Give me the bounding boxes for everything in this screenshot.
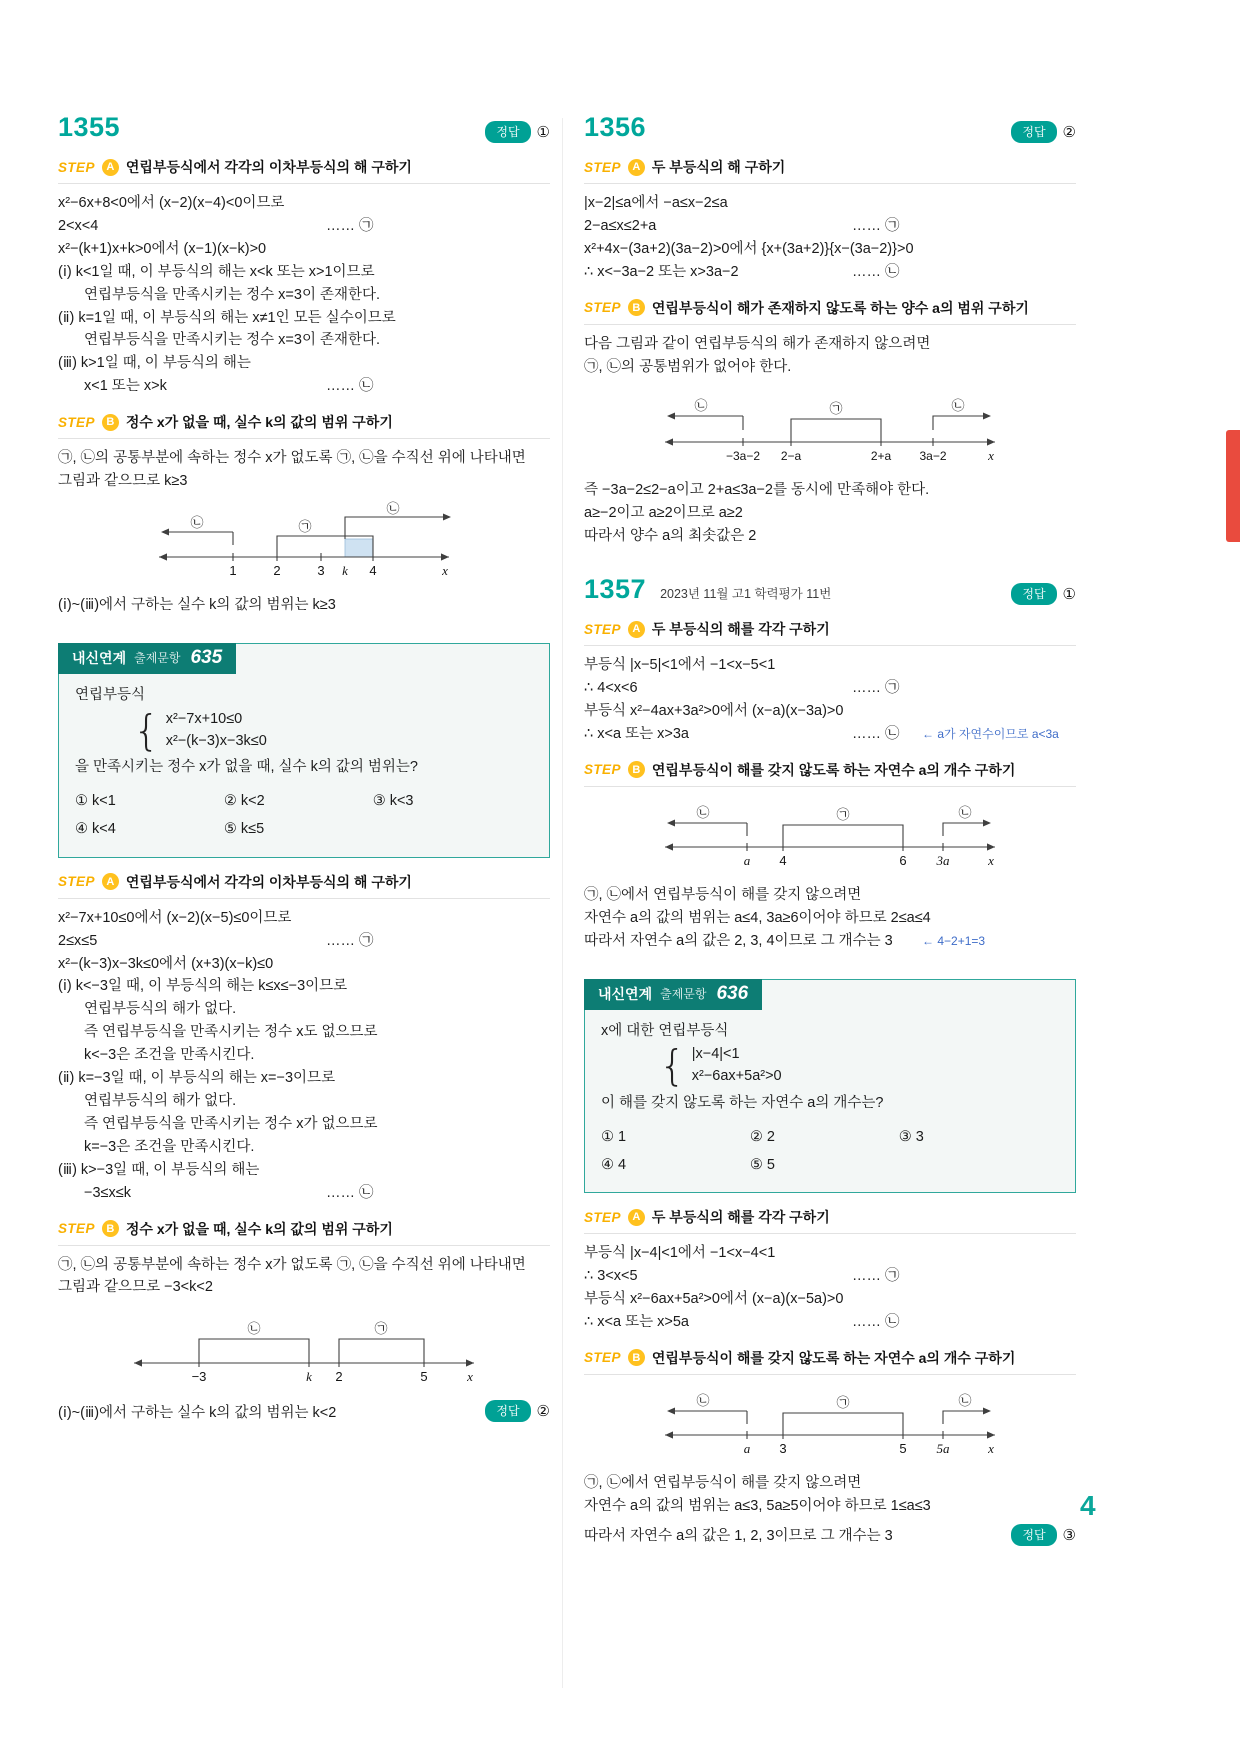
solution-line — [58, 1182, 550, 1205]
line-text: ㉠, ㉡의 공통부분에 속하는 정수 x가 없도록 ㉠, ㉡을 수직선 위에 나타내면 — [58, 1256, 526, 1273]
step-title: 정수 x가 없을 때, 실수 k의 값의 범위 구하기 — [125, 1220, 393, 1237]
line-text: (ⅲ) k>1일 때, 이 부등식의 해는 — [58, 355, 251, 372]
step-letter-icon: A — [628, 621, 645, 638]
line-text: ③ 3 — [898, 1128, 924, 1145]
tick-label: 2−a — [780, 449, 802, 464]
solution-line — [58, 1090, 550, 1113]
line-text: (ⅱ) k=1일 때, 이 부등식의 해는 x≠1인 모든 실수이므로 — [58, 309, 396, 326]
solution-line — [584, 502, 1076, 525]
answer-badge — [1011, 121, 1076, 143]
range-label: ㉠ — [836, 806, 850, 822]
line-text: ① k<1 — [75, 793, 116, 810]
answer-number: ① — [536, 124, 550, 141]
solution-lines — [584, 479, 1076, 548]
line-text: 따라서 양수 a의 최솟값은 2 — [584, 528, 757, 545]
line-text: 2−a≤x≤2+a — [584, 217, 657, 234]
step-badge: STEP — [58, 1221, 95, 1236]
problem-header — [584, 112, 1076, 143]
solution-line — [584, 215, 1076, 238]
answer-badge — [485, 1400, 550, 1422]
answer-pill: 정답 — [1011, 583, 1056, 605]
solution-line — [584, 1265, 1076, 1288]
tick-label: k — [342, 562, 348, 578]
line-text: x²−(k−3)x−3k≤0에서 (x+3)(x−k)≤0 — [58, 955, 274, 972]
line-text: 즉 −3a−2≤2−a이고 2+a≤3a−2를 동시에 만족해야 한다. — [584, 482, 930, 499]
line-text: (ⅰ) k<−3일 때, 이 부등식의 해는 k≤x≤−3이므로 — [58, 978, 348, 995]
solution-lines — [58, 447, 550, 493]
tick-label: 5a — [936, 1440, 950, 1456]
tick-label: 2 — [335, 1369, 343, 1385]
problem-source: 2023년 11월 고1 학력평가 11번 — [660, 587, 832, 602]
axis-label: x — [988, 448, 994, 464]
solution-line — [584, 884, 1076, 907]
line-text: (ⅰ) k<1일 때, 이 부등식의 해는 x<k 또는 x>1이므로 — [58, 263, 375, 280]
line-text: ⑤ k≤5 — [223, 821, 265, 838]
solution-line — [58, 998, 550, 1021]
linked-problem-header — [584, 979, 762, 1010]
answer-number: ② — [1062, 124, 1076, 141]
step-badge: STEP — [584, 1350, 621, 1366]
step-badge: STEP — [58, 874, 95, 890]
step-badge: STEP — [584, 159, 621, 175]
linked-problem-header — [58, 643, 236, 674]
solution-line — [58, 1067, 550, 1090]
tick-label: k — [306, 1369, 312, 1385]
line-text: 부등식 |x−4|<1에서 −1<x−4<1 — [584, 1245, 776, 1262]
conclusion-line — [584, 1524, 1076, 1546]
linked-label: 내신연계 — [598, 985, 653, 1002]
line-text: ∴ x<a 또는 x>3a — [584, 725, 689, 742]
tick-label: 3 — [317, 562, 325, 578]
margin-note: ← a가 자연수이므로 a<3a — [922, 726, 1059, 741]
line-text: ∴ x<a 또는 x>5a — [584, 1314, 689, 1331]
solution-line — [58, 930, 550, 953]
line-text: ∴ x<−3a−2 또는 x>3a−2 — [584, 263, 739, 280]
solution-lines — [584, 192, 1076, 284]
system-line: x²−6ax+5a²>0 — [691, 1068, 782, 1085]
line-text: ⑤ 5 — [749, 1157, 775, 1174]
solution-line — [58, 1113, 550, 1136]
brace-symbol: { — [133, 705, 160, 755]
step-a-header — [58, 872, 550, 899]
problem-question — [75, 756, 533, 779]
reference-mark: …… ㉡ — [852, 1314, 900, 1331]
step-badge: STEP — [58, 414, 95, 430]
solution-lines — [584, 654, 1076, 746]
line-text: ① 1 — [601, 1128, 627, 1145]
line-text: x²+4x−(3a+2)(3a−2)>0에서 {x+(3a+2)}{x−(3a−2)}>0 — [584, 240, 914, 257]
axis-label: x — [442, 562, 448, 578]
problem-intro — [75, 684, 533, 707]
line-text: 부등식 x²−6ax+5a²>0에서 (x−a)(x−5a)>0 — [584, 1291, 844, 1308]
linked-problem-635-box — [58, 643, 550, 858]
range-label: ㉡ — [386, 500, 400, 516]
line-text: 2≤x≤5 — [58, 932, 98, 949]
tick-label: a — [743, 1440, 751, 1456]
linked-label: 내신연계 — [72, 649, 127, 666]
linked-problem-number: 635 — [190, 646, 223, 668]
reference-mark: …… ㉡ — [326, 378, 374, 395]
answer-number: ③ — [1062, 1526, 1076, 1544]
system-of-inequalities — [659, 1041, 1059, 1091]
range-label: ㉡ — [190, 514, 204, 530]
problem-intro — [601, 1020, 1059, 1043]
line-text: 그림과 같으므로 −3<k<2 — [58, 1279, 213, 1296]
column-divider — [562, 118, 563, 1688]
line-text: x²−7x+10≤0에서 (x−2)(x−5)≤0이므로 — [58, 909, 292, 926]
line-text: (ⅲ) k>−3일 때, 이 부등식의 해는 — [58, 1161, 260, 1178]
line-text: a≥−2이고 a≥2이므로 a≥2 — [584, 505, 743, 522]
range-label: ㉠ — [298, 518, 312, 534]
solution-line — [584, 1242, 1076, 1265]
problem-header — [58, 112, 550, 143]
line-text: k=−3은 조건을 만족시킨다. — [84, 1138, 255, 1155]
problem-1355-section — [58, 112, 550, 617]
answer-choices — [75, 787, 533, 844]
line-text: ㉠, ㉡에서 연립부등식이 해를 갖지 않으려면 — [584, 1474, 862, 1491]
solution-line — [58, 447, 550, 470]
line-text: ② k<2 — [223, 793, 265, 810]
solution-line — [584, 1472, 1076, 1495]
line-text: 2<x<4 — [58, 217, 99, 234]
tick-label: 1 — [229, 562, 237, 578]
axis-label: x — [467, 1369, 473, 1385]
system-of-inequalities — [133, 705, 533, 755]
linked-problem-636-box — [584, 979, 1076, 1194]
system-line: |x−4|<1 — [691, 1046, 740, 1063]
problem-number: 1357 — [584, 574, 647, 605]
linked-sublabel: 출제문항 — [660, 987, 707, 1001]
solution-line — [584, 723, 1076, 746]
question-text: 이 해를 갖지 않도록 하는 자연수 a의 개수는? — [601, 1094, 884, 1111]
solution-line — [58, 470, 550, 493]
right-column — [584, 112, 1076, 1572]
tick-label: 6 — [899, 852, 907, 868]
line-text: ④ k<4 — [75, 821, 116, 838]
solution-line — [750, 1151, 899, 1179]
tick-label: −3 — [191, 1369, 207, 1385]
solution-line — [584, 333, 1076, 356]
line-text: 연립부등식을 만족시키는 정수 x=3이 존재한다. — [84, 286, 381, 303]
solution-line — [75, 787, 224, 815]
left-column — [58, 112, 550, 1448]
line-text: x²−6x+8<0에서 (x−2)(x−4)<0이므로 — [58, 195, 285, 211]
solution-lines — [58, 907, 550, 1205]
step-badge: STEP — [584, 762, 621, 778]
page-number: 4 — [1080, 1490, 1096, 1521]
answer-choices — [601, 1123, 1059, 1180]
tick-label: 2+a — [870, 449, 892, 464]
step-a-header — [58, 157, 550, 184]
solution-lines — [584, 333, 1076, 379]
solution-line — [58, 1136, 550, 1159]
solution-lines — [584, 884, 1076, 953]
range-label: ㉠ — [836, 1394, 850, 1410]
answer-pill: 정답 — [485, 1400, 530, 1422]
tick-label: 3 — [779, 1440, 787, 1456]
tick-label: 5 — [420, 1369, 428, 1385]
solution-line — [58, 953, 550, 976]
solution-lines — [58, 1254, 550, 1300]
margin-note: ← 4−2+1=3 — [922, 933, 986, 948]
answer-pill: 정답 — [1011, 1524, 1056, 1546]
step-title: 두 부등식의 해 구하기 — [651, 159, 786, 175]
step-b-header — [584, 298, 1076, 325]
step-badge: STEP — [584, 300, 621, 316]
system-line: x²−(k−3)x−3k≤0 — [165, 732, 267, 749]
line-text: ③ k<3 — [372, 793, 414, 810]
solution-line — [58, 238, 550, 261]
range-label: ㉡ — [247, 1321, 261, 1337]
tick-label: 4 — [779, 852, 787, 868]
conclusion-text: 따라서 자연수 a의 값은 1, 2, 3이므로 그 개수는 3 — [584, 1528, 893, 1545]
conclusion-text: (ⅰ)~(ⅲ)에서 구하는 실수 k의 값의 범위는 k<2 — [58, 1404, 337, 1421]
solution-line — [58, 1044, 550, 1067]
number-line-diagram-636 — [584, 1383, 1076, 1466]
solution-line — [58, 261, 550, 284]
answer-number: ② — [536, 1403, 550, 1421]
tick-label: 5 — [899, 1440, 907, 1456]
axis-label: x — [988, 852, 994, 868]
line-text: ㉠, ㉡에서 연립부등식이 해를 갖지 않으려면 — [584, 886, 862, 903]
solution-line — [584, 356, 1076, 379]
solution-line — [224, 815, 373, 843]
step-letter-icon: B — [102, 414, 119, 431]
solution-line — [75, 815, 224, 843]
line-text: 자연수 a의 값의 범위는 a≤3, 5a≥5이어야 하므로 1≤a≤3 — [584, 1497, 931, 1514]
solution-line — [584, 930, 1076, 953]
solution-line — [601, 1151, 750, 1179]
tick-label: 3a−2 — [919, 449, 947, 464]
step-badge: STEP — [58, 159, 95, 175]
step-b-header — [584, 760, 1076, 787]
solution-line — [584, 1288, 1076, 1311]
solution-line — [373, 787, 522, 815]
solution-line — [58, 975, 550, 998]
problem-1356-section — [584, 112, 1076, 548]
reference-mark: …… ㉠ — [852, 1268, 900, 1285]
solution-line — [584, 677, 1076, 700]
line-text: x<1 또는 x>k — [84, 378, 167, 395]
step-b-header — [584, 1348, 1076, 1375]
step-badge: STEP — [584, 621, 621, 637]
tick-label: 4 — [369, 562, 377, 578]
solution-line — [58, 1276, 550, 1299]
line-text: ㉠, ㉡의 공통부분에 속하는 정수 x가 없도록 ㉠, ㉡을 수직선 위에 나타내면 — [58, 450, 526, 467]
brace-symbol: { — [659, 1041, 686, 1091]
step-b-header — [58, 1219, 550, 1246]
solution-line — [224, 787, 373, 815]
solution-635-section — [58, 872, 550, 1423]
range-label: ㉡ — [694, 398, 708, 414]
step-title: 연립부등식에서 각각의 이차부등식의 해 구하기 — [125, 159, 412, 175]
question-text: 을 만족시키는 정수 x가 없을 때, 실수 k의 값의 범위는? — [75, 759, 418, 776]
step-letter-icon: B — [102, 1220, 119, 1237]
step-title: 두 부등식의 해를 각각 구하기 — [651, 621, 830, 638]
line-text: 그림과 같으므로 k≥3 — [58, 473, 188, 490]
step-title: 연립부등식이 해가 존재하지 않도록 하는 양수 a의 범위 구하기 — [651, 299, 1029, 316]
solution-line — [58, 375, 550, 398]
reference-mark: …… ㉡ — [852, 725, 900, 742]
number-line-diagram-1357 — [584, 795, 1076, 878]
answer-badge — [485, 121, 550, 143]
step-letter-icon: A — [628, 1209, 645, 1226]
solution-line — [584, 907, 1076, 930]
line-text: ∴ 4<x<6 — [584, 680, 638, 697]
solution-line — [601, 1123, 750, 1151]
solution-line — [584, 700, 1076, 723]
solution-lines — [584, 1242, 1076, 1334]
step-letter-icon: B — [628, 1349, 645, 1366]
problem-number: 1356 — [584, 112, 647, 142]
line-text: 연립부등식을 만족시키는 정수 x=3이 존재한다. — [84, 332, 381, 349]
line-text: (ⅱ) k=−3일 때, 이 부등식의 해는 x=−3이므로 — [58, 1070, 336, 1087]
step-badge: STEP — [584, 1209, 621, 1225]
answer-badge — [1011, 583, 1076, 605]
reference-mark: …… ㉡ — [852, 263, 900, 280]
range-label: ㉡ — [958, 804, 972, 820]
solution-line — [584, 479, 1076, 502]
range-label: ㉡ — [958, 1392, 972, 1408]
step-letter-icon: A — [102, 159, 119, 176]
step-title: 연립부등식이 해를 갖지 않도록 하는 자연수 a의 개수 구하기 — [651, 761, 1016, 778]
line-text: ② 2 — [749, 1128, 775, 1145]
solution-line — [58, 215, 550, 238]
step-letter-icon: B — [628, 761, 645, 778]
range-label: ㉠ — [374, 1321, 388, 1337]
solution-line — [584, 1495, 1076, 1518]
solution-line — [750, 1123, 899, 1151]
step-title: 정수 x가 없을 때, 실수 k의 값의 범위 구하기 — [125, 414, 393, 431]
answer-pill: 정답 — [1011, 121, 1056, 143]
number-line-diagram-1356 — [584, 386, 1076, 473]
line-text: ㉠, ㉡의 공통범위가 없어야 한다. — [584, 358, 792, 375]
problem-header — [584, 574, 1076, 605]
solution-line — [584, 654, 1076, 677]
problem-1357-section — [584, 574, 1076, 952]
solution-line — [58, 1021, 550, 1044]
line-text: ∴ 3<x<5 — [584, 1268, 638, 1285]
solution-line — [58, 1159, 550, 1182]
step-letter-icon: A — [628, 159, 645, 176]
solution-lines — [584, 1472, 1076, 1518]
linked-sublabel: 출제문항 — [134, 651, 181, 666]
reference-mark: …… ㉠ — [852, 217, 900, 234]
step-letter-icon: B — [628, 299, 645, 316]
solution-line — [58, 907, 550, 930]
tick-label: −3a−2 — [725, 449, 761, 464]
conclusion-line — [58, 1400, 550, 1422]
answer-badge — [1011, 1524, 1076, 1546]
step-a-header — [584, 1207, 1076, 1234]
solution-line — [584, 192, 1076, 215]
axis-label: x — [988, 1440, 994, 1456]
step-title: 연립부등식에서 각각의 이차부등식의 해 구하기 — [125, 873, 412, 890]
line-text: x²−(k+1)x+k>0에서 (x−1)(x−k)>0 — [58, 240, 267, 257]
number-line-diagram-635 — [58, 1307, 550, 1394]
tick-label: a — [743, 852, 751, 868]
solution-line — [584, 238, 1076, 261]
step-title: 두 부등식의 해를 각각 구하기 — [651, 1209, 830, 1226]
range-label: ㉡ — [696, 1392, 710, 1408]
line-text: 따라서 자연수 a의 값은 2, 3, 4이므로 그 개수는 3 — [584, 932, 893, 949]
step-b-header — [58, 412, 550, 439]
tick-label: 2 — [273, 562, 281, 578]
intro-text: 연립부등식 — [75, 686, 146, 703]
solution-line — [58, 307, 550, 330]
problem-question — [601, 1092, 1059, 1115]
problem-number: 1355 — [58, 112, 121, 142]
system-line: x²−7x+10≤0 — [165, 710, 243, 727]
solution-line — [58, 352, 550, 375]
linked-problem-number: 636 — [716, 982, 749, 1004]
range-label: ㉠ — [829, 401, 843, 417]
step-a-header — [584, 157, 1076, 184]
step-title: 연립부등식이 해를 갖지 않도록 하는 자연수 a의 개수 구하기 — [651, 1349, 1016, 1366]
solution-line — [899, 1123, 1048, 1151]
range-label: ㉡ — [951, 398, 965, 414]
solution-line — [58, 192, 550, 215]
reference-mark: …… ㉡ — [326, 1184, 374, 1201]
solution-636-section — [584, 1207, 1076, 1545]
conclusion-line — [58, 594, 550, 617]
line-text: 부등식 |x−5|<1에서 −1<x−5<1 — [584, 657, 776, 674]
solution-line — [58, 329, 550, 352]
solution-line — [584, 1311, 1076, 1334]
line-text: 부등식 x²−4ax+3a²>0에서 (x−a)(x−3a)>0 — [584, 702, 844, 719]
number-line-diagram-1355 — [58, 501, 550, 588]
conclusion-text: (ⅰ)~(ⅲ)에서 구하는 실수 k의 값의 범위는 k≥3 — [58, 596, 336, 613]
reference-mark: …… ㉠ — [326, 217, 374, 234]
line-text: ④ 4 — [601, 1157, 627, 1174]
line-text: 즉 연립부등식을 만족시키는 정수 x가 없으므로 — [84, 1115, 378, 1132]
tick-label: 3a — [936, 852, 950, 868]
line-text: k<−3은 조건을 만족시킨다. — [84, 1047, 255, 1064]
solution-line — [584, 261, 1076, 284]
solution-line — [58, 284, 550, 307]
solution-line — [58, 1254, 550, 1277]
line-text: −3≤x≤k — [84, 1184, 131, 1201]
line-text: 다음 그림과 같이 연립부등식의 해가 존재하지 않으려면 — [584, 335, 931, 352]
bookmark-tab — [1226, 430, 1240, 542]
line-text: 연립부등식의 해가 없다. — [84, 1001, 237, 1018]
range-label: ㉡ — [696, 804, 710, 820]
line-text: 즉 연립부등식을 만족시키는 정수 x도 없으므로 — [84, 1024, 378, 1041]
line-text: 연립부등식의 해가 없다. — [84, 1092, 237, 1109]
answer-pill: 정답 — [485, 121, 530, 143]
step-letter-icon: A — [102, 873, 119, 890]
answer-number: ① — [1062, 586, 1076, 604]
line-text: |x−2|≤a에서 −a≤x−2≤a — [584, 195, 728, 211]
line-text: 자연수 a의 값의 범위는 a≤4, 3a≥6이어야 하므로 2≤a≤4 — [584, 909, 931, 926]
reference-mark: …… ㉠ — [852, 680, 900, 697]
intro-text: x에 대한 연립부등식 — [601, 1022, 729, 1039]
solution-lines — [58, 192, 550, 398]
reference-mark: …… ㉠ — [326, 932, 374, 949]
step-a-header — [584, 619, 1076, 646]
solution-line — [584, 525, 1076, 548]
